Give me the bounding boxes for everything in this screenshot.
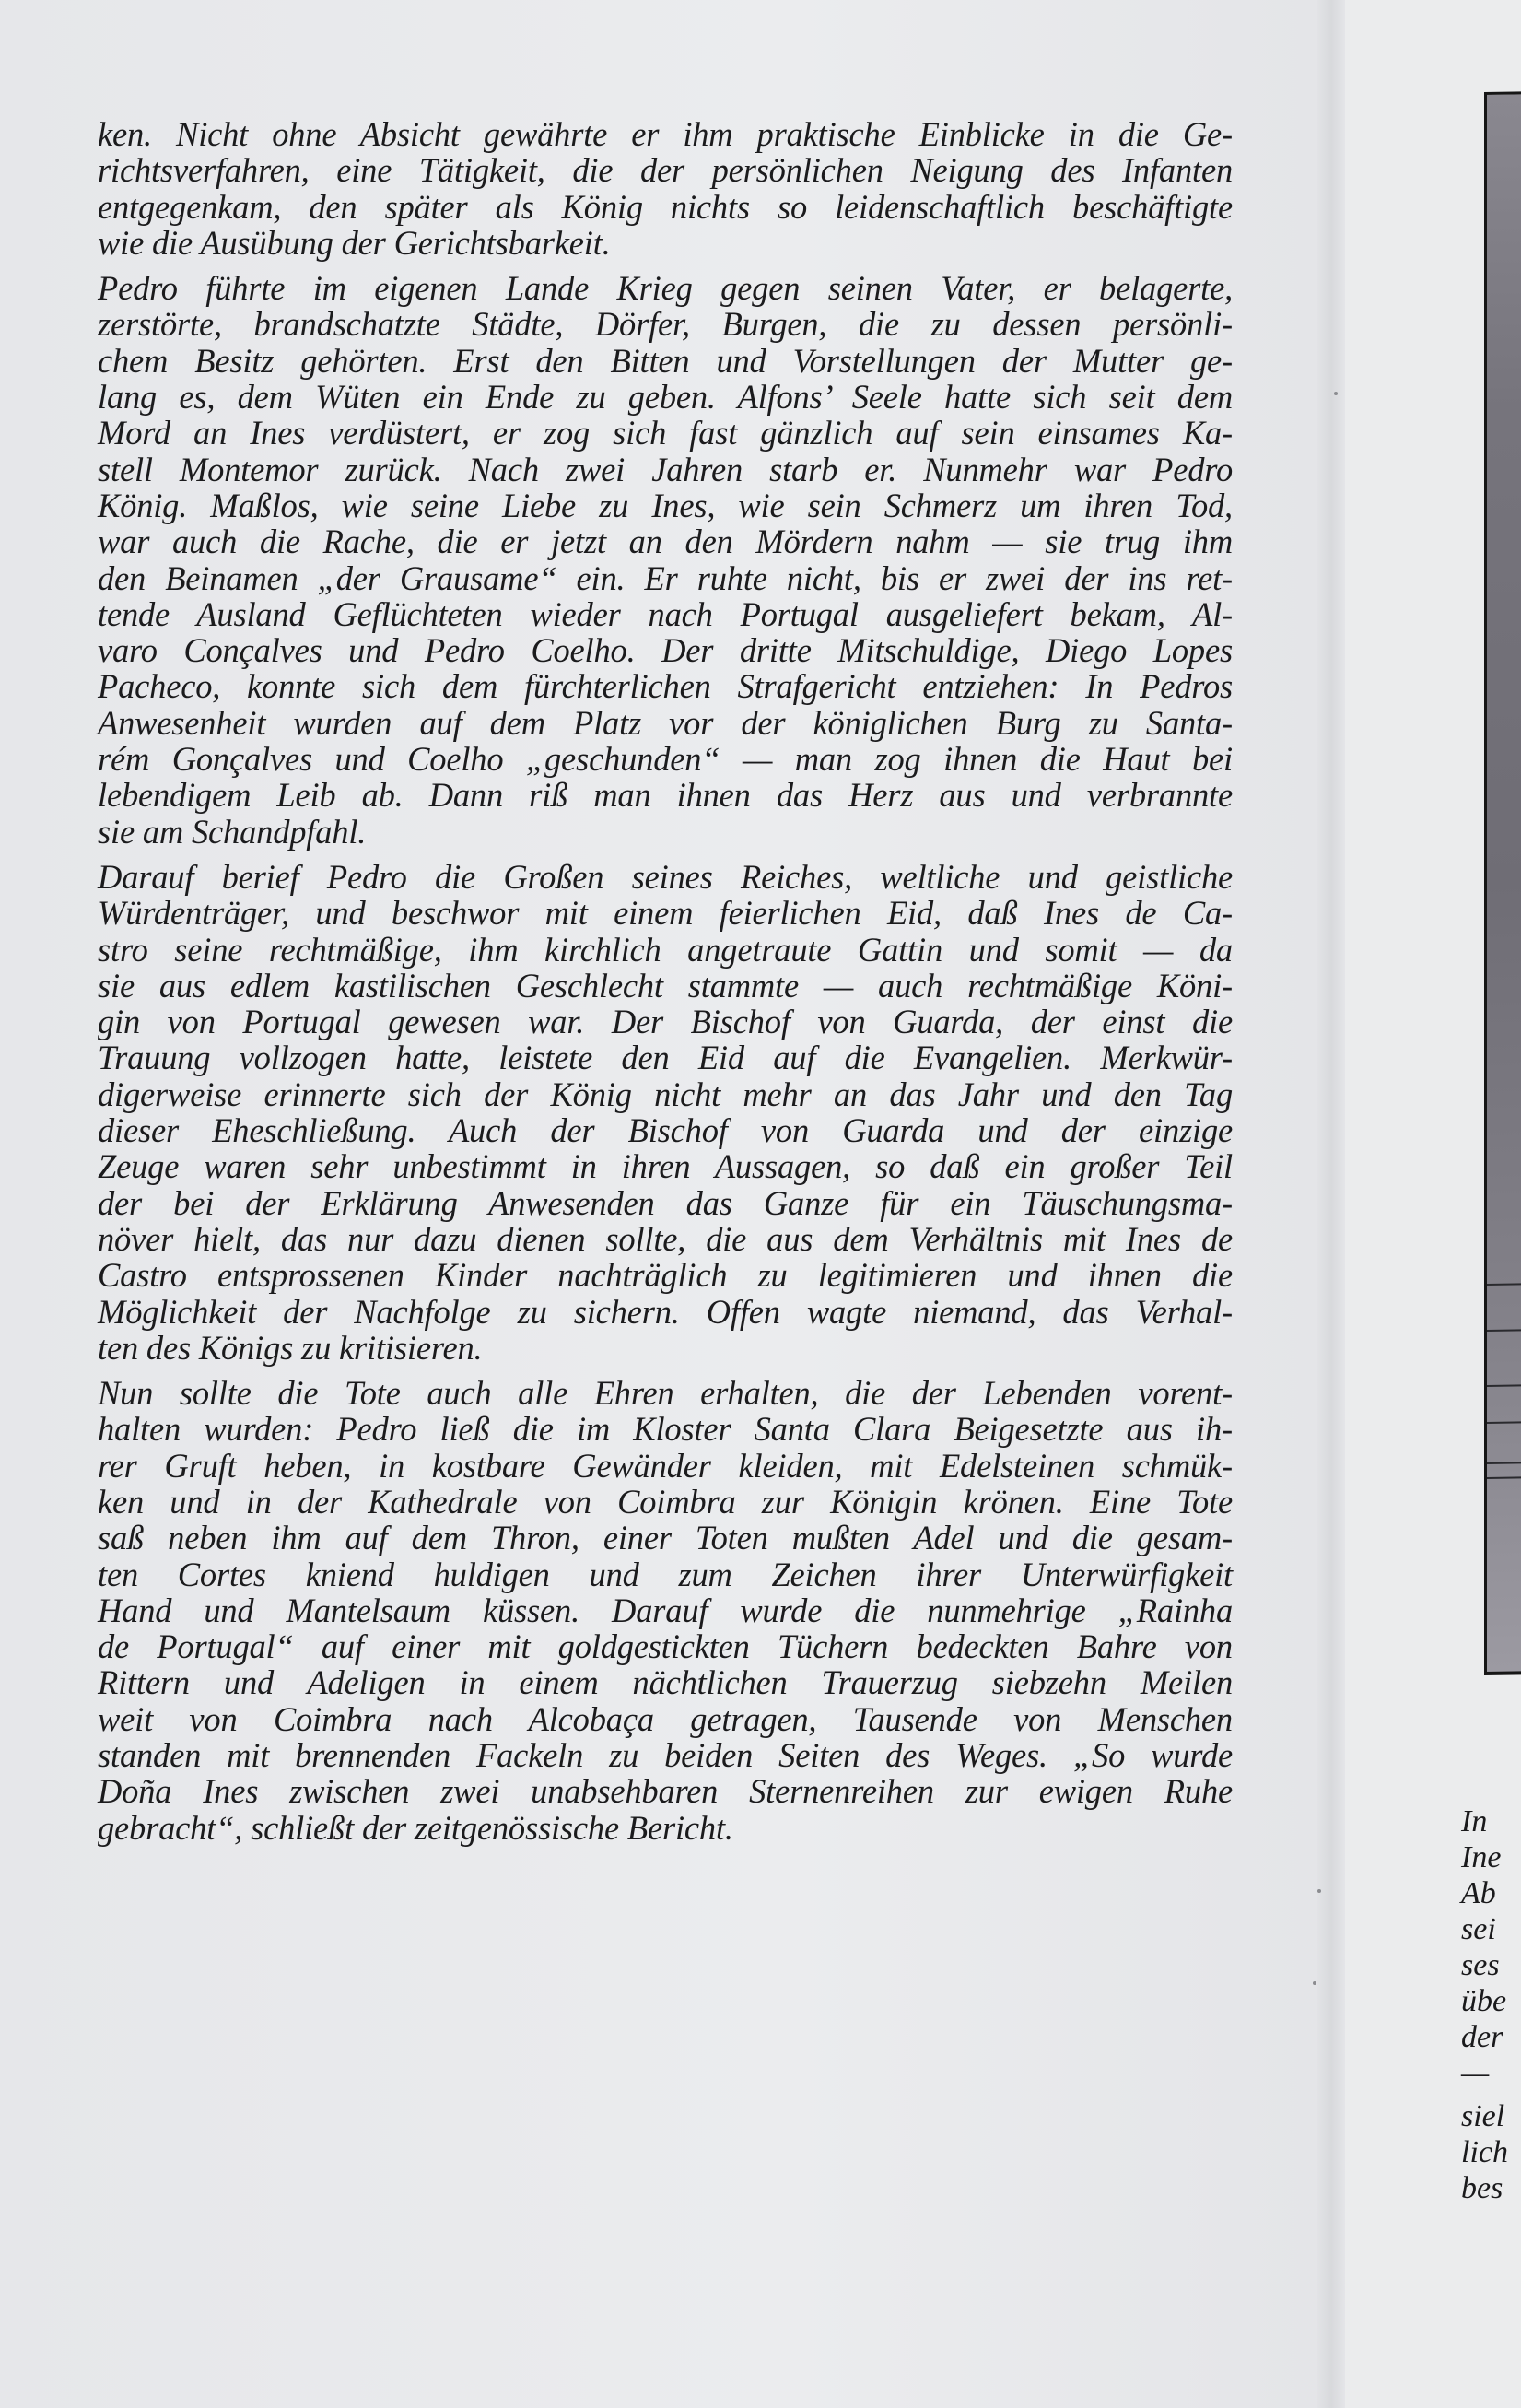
caption-line: lich (1461, 2135, 1508, 2169)
photo-band (1487, 1476, 1521, 1479)
text-line: lang es, dem Wüten ein Ende zu geben. Alfons’ Seele hatte sich seit dem (98, 378, 1233, 417)
text-line: entgegenkam, den später als König nichts so leidenschaftlich beschäftigte (98, 187, 1233, 226)
text-line: tende Ausland Geflüchteten wieder nach Portugal ausgeliefert bekam, Al- (98, 594, 1233, 633)
text-line: Darauf berief Pedro die Großen seines Reiches, weltliche und geistliche (98, 857, 1233, 896)
text-line: stell Montemor zurück. Nach zwei Jahren starb er. Nunmehr war Pedro (98, 450, 1233, 488)
text-line: gin von Portugal gewesen war. Der Bischof von Guarda, der einst die (98, 1003, 1233, 1041)
text-line: ten Cortes kniend huldigen und zum Zeichen ihrer Unterwürfigkeit (98, 1555, 1233, 1593)
text-line: stro seine rechtmäßige, ihm kirchlich angetraute Gattin und somit — da (98, 930, 1233, 969)
photo-band (1487, 1283, 1521, 1286)
paragraph (98, 116, 1233, 261)
text-line: Doña Ines zwischen zwei unabsehbaren Sternenreihen zur ewigen Ruhe (98, 1772, 1233, 1811)
text-line: Möglichkeit der Nachfolge zu sichern. Offen wagte niemand, das Verhal- (98, 1292, 1233, 1331)
photo-border-bottom (1484, 1671, 1521, 1675)
photo-band (1487, 1421, 1521, 1424)
text-line: Pacheco, konnte sich dem fürchterlichen Strafgericht entziehen: In Pedros (98, 667, 1233, 706)
photo-fragment (1484, 91, 1521, 1673)
text-line: weit von Coimbra nach Alcobaça getragen, Tausende von Menschen (98, 1699, 1233, 1738)
text-line: varo Conçalves und Pedro Coelho. Der dritte Mitschuldige, Diego Lopes (98, 631, 1233, 670)
caption-line: siel (1461, 2099, 1505, 2133)
caption-line: übe (1461, 1984, 1507, 2018)
paper-speck (1313, 1981, 1316, 1985)
caption-line: Ab (1461, 1876, 1496, 1910)
text-line: sie aus edlem kastilischen Geschlecht stammte — auch rechtmäßige Köni- (98, 966, 1233, 1004)
text-line: Rittern und Adeligen in einem nächtlichen Trauerzug siebzehn Meilen (98, 1663, 1233, 1702)
caption-line: In (1461, 1804, 1488, 1838)
text-line: ten des Königs zu kritisieren. (98, 1328, 483, 1367)
text-line: chem Besitz gehörten. Erst den Bitten und Vorstellungen der Mutter ge- (98, 341, 1233, 380)
text-line: digerweise erinnerte sich der König nicht mehr an das Jahr und den Tag (98, 1075, 1233, 1113)
caption-fragment (1461, 1803, 1521, 2206)
caption-line: Ine (1461, 1840, 1502, 1874)
photo-band (1487, 1329, 1521, 1332)
paragraph (98, 270, 1233, 850)
text-line: standen mit brennenden Fackeln zu beiden Seiten des Weges. „So wurde (98, 1736, 1233, 1775)
text-line: dieser Eheschließung. Auch der Bischof von Guarda und der einzige (98, 1111, 1233, 1150)
text-line: den Beinamen „der Grausame“ ein. Er ruhte nicht, bis er zwei der ins ret- (98, 558, 1233, 597)
caption-line: bes (1461, 2171, 1503, 2205)
text-line: gebracht“, schließt der zeitgenössische Bericht. (98, 1808, 733, 1847)
text-line: Mord an Ines verdüstert, er zog sich fast gänzlich auf sein einsames Ka- (98, 414, 1233, 452)
caption-line: der (1461, 2020, 1503, 2054)
photo-band (1487, 1384, 1521, 1387)
text-line: rém Gonçalves und Coelho „geschunden“ — man zog ihnen die Haut bei (98, 740, 1233, 779)
text-line: Nun sollte die Tote auch alle Ehren erhalten, die der Lebenden vorent- (98, 1374, 1233, 1413)
text-line: lebendigem Leib ab. Dann riß man ihnen das Herz aus und verbrannte (98, 776, 1233, 815)
paper-speck (1334, 392, 1338, 395)
text-line: Hand und Mantelsaum küssen. Darauf wurde die nunmehrige „Rainha (98, 1591, 1233, 1629)
text-line: Zeuge waren sehr unbestimmt in ihren Aussagen, so daß ein großer Teil (98, 1147, 1233, 1186)
text-line: zerstörte, brandschatzte Städte, Dörfer, Burgen, die zu dessen persönli- (98, 305, 1233, 344)
text-line: halten wurden: Pedro ließ die im Kloster Santa Clara Beigesetzte aus ih- (98, 1410, 1233, 1449)
caption-line: ses (1461, 1948, 1500, 1982)
text-line: rer Gruft heben, in kostbare Gewänder kleiden, mit Edelsteinen schmük- (98, 1446, 1233, 1485)
text-line: ken. Nicht ohne Absicht gewährte er ihm praktische Einblicke in die Ge- (98, 115, 1233, 153)
paragraph (98, 859, 1233, 1366)
text-line: saß neben ihm auf dem Thron, einer Toten mußten Adel und die gesam- (98, 1519, 1233, 1557)
body-text (98, 116, 1233, 1855)
caption-line: — (1461, 2056, 1490, 2090)
text-line: Würdenträger, und beschwor mit einem feierlichen Eid, daß Ines de Ca- (98, 894, 1233, 933)
photo-band (1487, 1462, 1521, 1464)
text-line: war auch die Rache, die er jetzt an den Mördern nahm — sie trug ihm (98, 523, 1233, 561)
caption-line: sei (1461, 1912, 1496, 1946)
text-line: Anwesenheit wurden auf dem Platz vor der königlichen Burg zu Santa- (98, 703, 1233, 742)
text-line: wie die Ausübung der Gerichtsbarkeit. (98, 223, 611, 262)
text-line: Pedro führte im eigenen Lande Krieg gegen seinen Vater, er belagerte, (98, 269, 1233, 308)
book-gutter (1317, 0, 1345, 2408)
text-line: der bei der Erklärung Anwesenden das Ganze für ein Täuschungsma- (98, 1183, 1233, 1222)
text-line: Castro entsprossenen Kinder nachträglich zu legitimieren und ihnen die (98, 1256, 1233, 1295)
text-line: sie am Schandpfahl. (98, 812, 367, 851)
paragraph (98, 1375, 1233, 1846)
text-line: növer hielt, das nur dazu dienen sollte, die aus dem Verhältnis mit Ines de (98, 1219, 1233, 1258)
text-line: Trauung vollzogen hatte, leistete den Eid auf die Evangelien. Merkwür- (98, 1039, 1233, 1077)
text-line: ken und in der Kathedrale von Coimbra zur Königin krönen. Eine Tote (98, 1482, 1233, 1521)
text-line: de Portugal“ auf einer mit goldgestickten Tüchern bedeckten Bahre von (98, 1627, 1233, 1666)
paper-speck (1317, 1889, 1321, 1893)
text-line: richtsverfahren, eine Tätigkeit, die der persönlichen Neigung des Infanten (98, 151, 1233, 190)
text-line: König. Maßlos, wie seine Liebe zu Ines, wie sein Schmerz um ihren Tod, (98, 486, 1233, 524)
